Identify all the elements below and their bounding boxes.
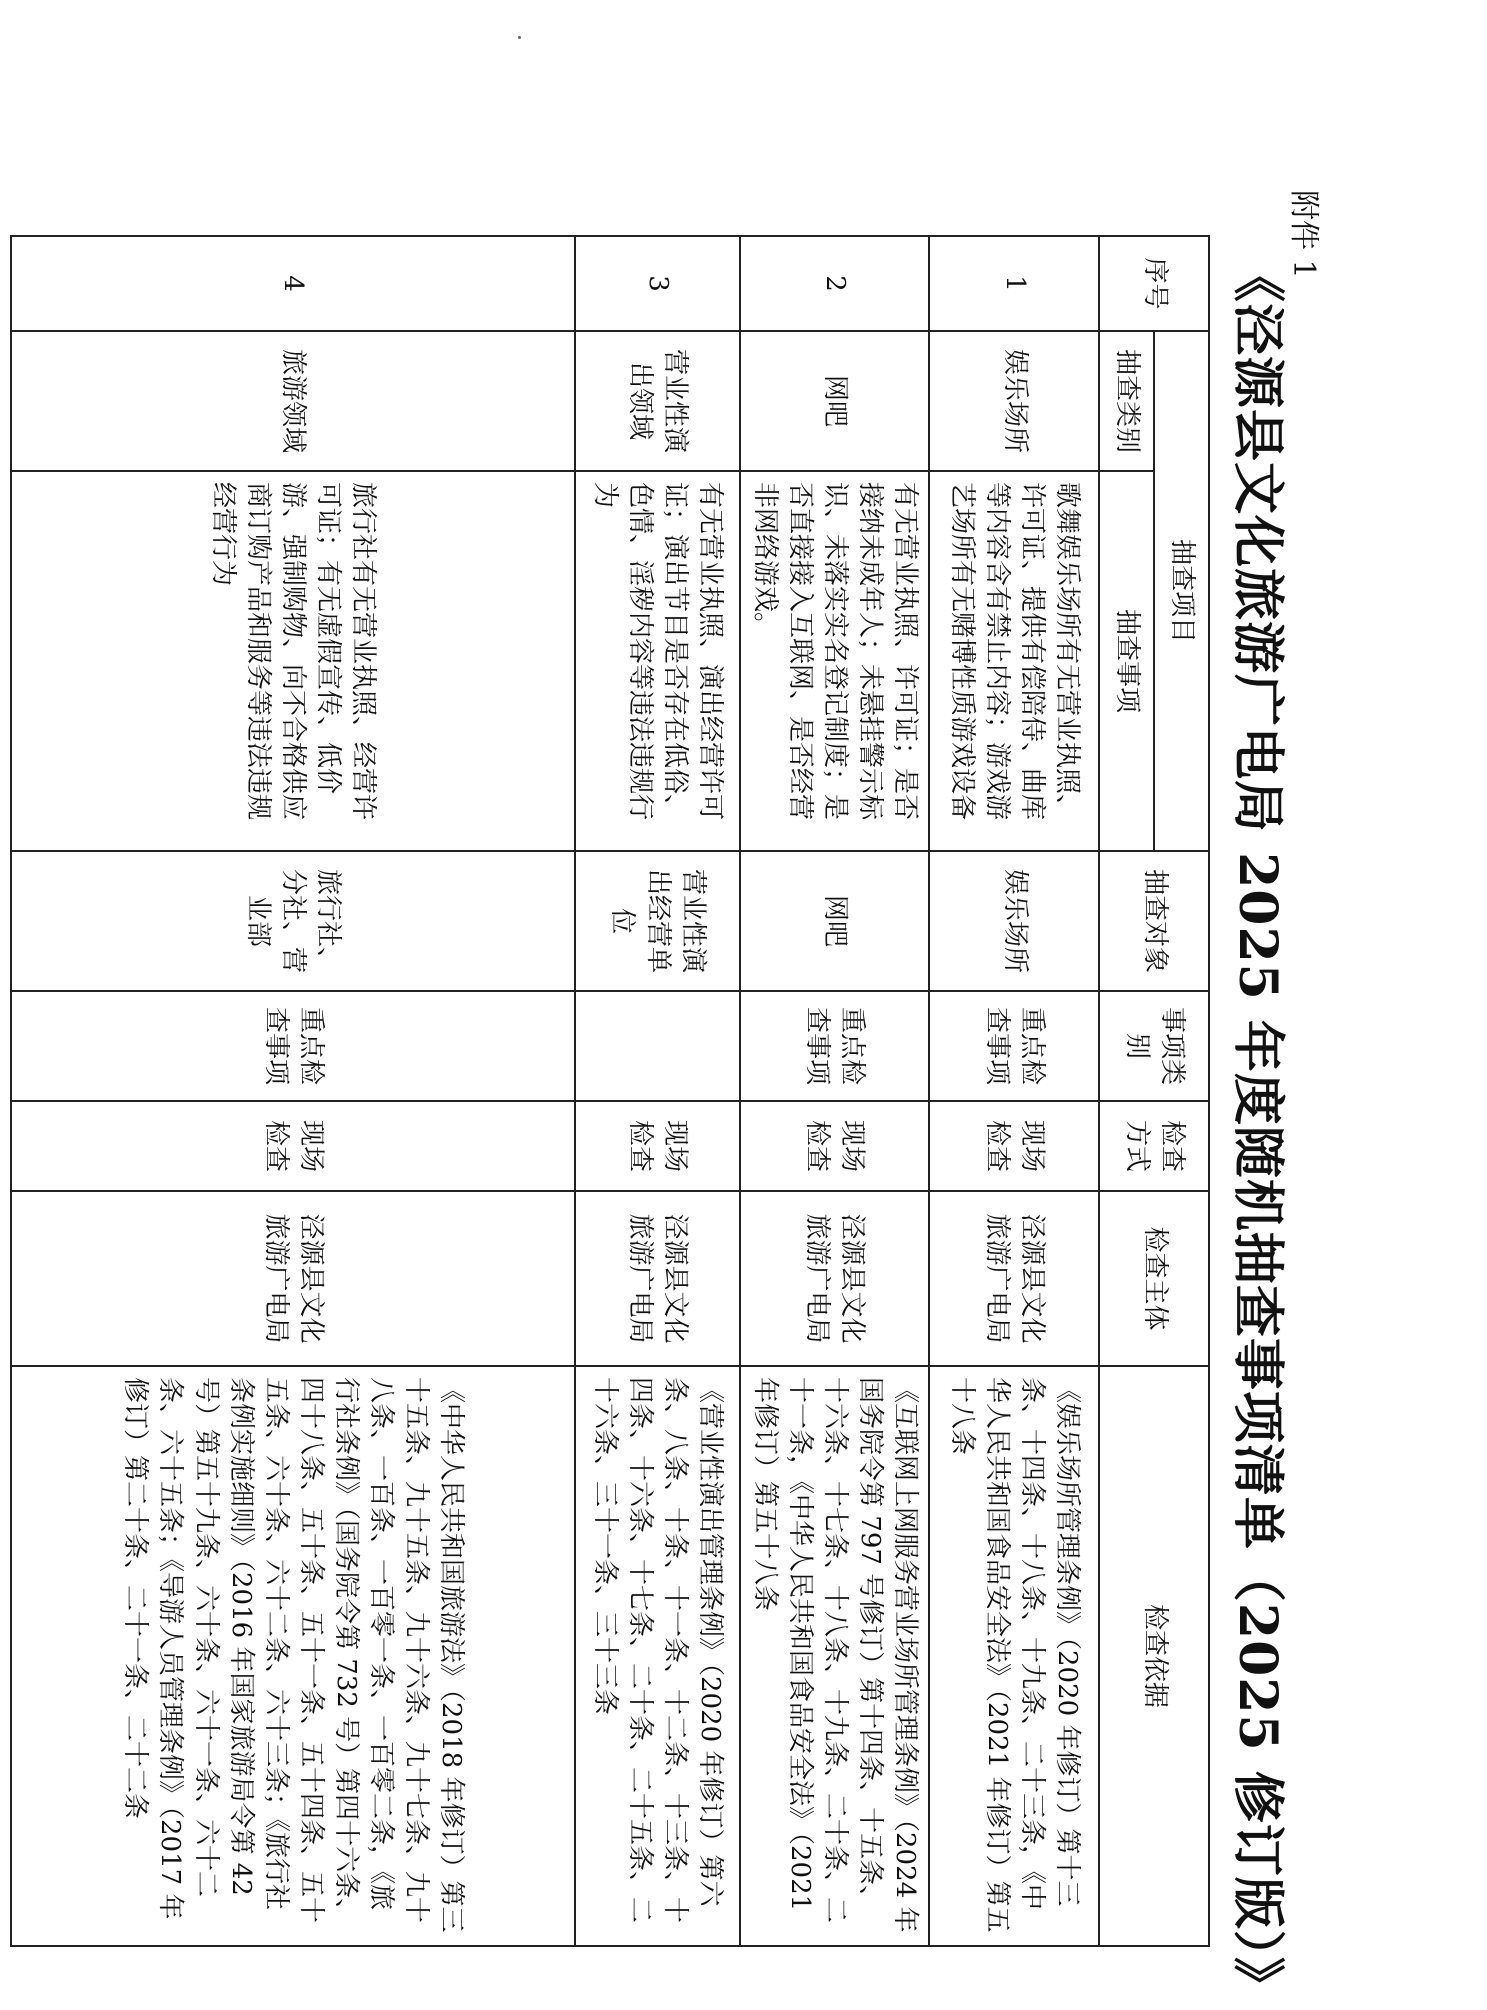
row-subject: 泾源县文化旅游广电局 [11, 1191, 575, 1366]
row-category: 网吧 [740, 331, 929, 471]
row-seq: 4 [11, 236, 575, 331]
row-subject: 泾源县文化旅游广电局 [740, 1191, 929, 1366]
row-seq: 3 [575, 236, 740, 331]
row-object: 旅行社、分社、营业部 [11, 851, 575, 991]
row-object: 娱乐场所 [929, 851, 1099, 991]
table-row [575, 236, 740, 1946]
header-matter: 抽查事项 [1099, 471, 1154, 851]
scan-speck [518, 36, 521, 39]
row-subject: 泾源县文化旅游广电局 [929, 1191, 1099, 1366]
header-method: 检查方式 [1099, 1101, 1209, 1191]
inspection-table [10, 235, 1210, 1947]
row-object: 网吧 [740, 851, 929, 991]
row-matter: 有无营业执照、许可证；是否接纳未成年人；未悬挂警示标识、未落实实名登记制度；是否直接接入互联网、是否经营非网络游戏。 [740, 471, 929, 851]
row-basis: 《营业性演出管理条例》（2020 年修订）第六条、八条、十条、十一条、十二条、十三条、十四条、十六条、十七条、二十条、二十五条、二十六条、三十一条、三十三条 [575, 1366, 740, 1946]
row-method: 现场检查 [929, 1101, 1099, 1191]
row-basis: 《中华人民共和国旅游法》（2018 年修订）第三十五条、九十五条、九十六条、九十七条、九十八条、一百条、一百零一条、一百零二条，《旅行社条例》（国务院令第 732 号）第四十六条、四十八条、五十条、五十一条、五十四条、五十五条、六十条、六十二条、六十三条；《旅行社条例实施细则》（2016 年国家旅游局令第 42 号）第五十九条、六十条、六十一条、六十二条、六十五条；《导游人员管理条例》（2017 年修订）第二十条、二十一条、二十二条 [11, 1366, 575, 1946]
header-category: 抽查类别 [1099, 331, 1154, 471]
row-category: 娱乐场所 [929, 331, 1099, 471]
row-method: 现场检查 [740, 1101, 929, 1191]
row-type: 重点检查事项 [740, 991, 929, 1101]
row-seq: 1 [929, 236, 1099, 331]
row-seq: 2 [740, 236, 929, 331]
header-subject: 检查主体 [1099, 1191, 1209, 1366]
table-row [929, 236, 1099, 1946]
header-row-1 [1154, 236, 1209, 1946]
document-title: 《泾源县文化旅游广电局 2025 年度随机抽查事项清单（2025 修订版）》 [1227, 250, 1288, 2010]
header-item-group: 抽查项目 [1154, 331, 1209, 851]
row-type: 重点检查事项 [11, 991, 575, 1101]
row-method: 现场检查 [11, 1101, 575, 1191]
row-basis: 《娱乐场所管理条例》（2020 年修订）第十三条、十四条、十八条、十九条、二十三条，《中华人民共和国食品安全法》（2021 年修订）第五十八条 [929, 1366, 1099, 1946]
row-matter: 歌舞娱乐场所有无营业执照、许可证、提供有偿陪侍、曲库等内容含有禁止内容；游戏游艺场所有无赌博性质游戏设备 [929, 471, 1099, 851]
header-basis: 检查依据 [1099, 1366, 1209, 1946]
table-row [740, 236, 929, 1946]
header-type: 事项类别 [1099, 991, 1209, 1101]
row-type [575, 991, 740, 1101]
row-category: 营业性演出领域 [575, 331, 740, 471]
row-matter: 有无营业执照、演出经营许可证；演出节目是否存在低俗、色情、淫秽内容等违法违规行为 [575, 471, 740, 851]
row-subject: 泾源县文化旅游广电局 [575, 1191, 740, 1366]
row-basis: 《互联网上网服务营业场所管理条例》（2024 年国务院令第 797 号修订）第十四条、十五条、十六条、十七条、十八条、十九条、二十条、二十一条，《中华人民共和国食品安全法》（2021 年修订）第五十八条 [740, 1366, 929, 1946]
row-matter: 旅行社有无营业执照、经营许可证；有无虚假宣传、低价游、强制购物、向不合格供应商订购产品和服务等违法违规经营行为 [11, 471, 575, 851]
table-row [11, 236, 575, 1946]
header-seq: 序号 [1099, 236, 1209, 331]
row-object: 营业性演出经营单位 [575, 851, 740, 991]
rotated-document [5, 150, 1335, 2010]
row-type: 重点检查事项 [929, 991, 1099, 1101]
header-object: 抽查对象 [1099, 851, 1209, 991]
row-method: 现场检查 [575, 1101, 740, 1191]
annex-label: 附件 1 [1286, 190, 1321, 279]
row-category: 旅游领域 [11, 331, 575, 471]
